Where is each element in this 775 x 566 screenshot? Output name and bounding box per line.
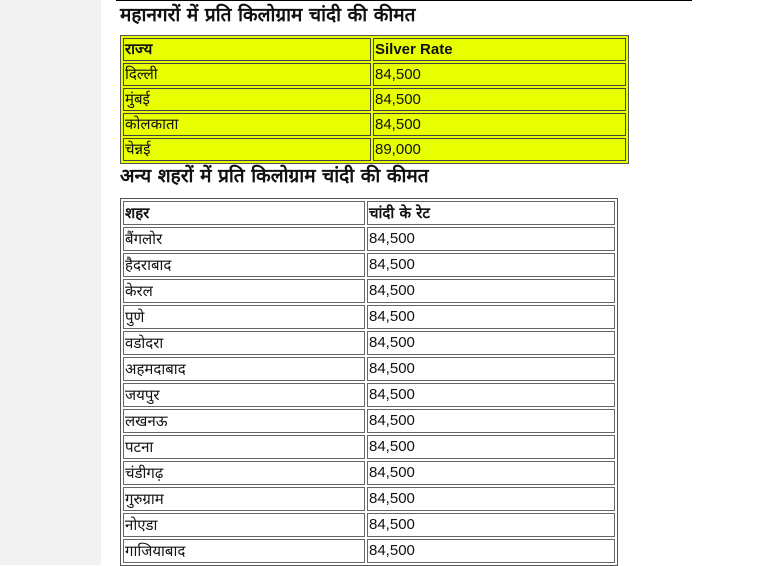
header-cell: राज्य [123,38,371,61]
city-cell: अहमदाबाद [123,357,365,381]
table-row [123,357,615,381]
metro-silver-table [120,35,629,164]
table-row [123,138,626,161]
rate-cell: 84,500 [367,305,615,329]
table-row [123,279,615,303]
city-cell: जयपुर [123,383,365,407]
header-cell: Silver Rate [373,38,626,61]
metro-heading: महानगरों में प्रति किलोग्राम चांदी की कीमत [120,4,416,26]
table-row [123,383,615,407]
city-cell: चेन्नई [123,138,371,161]
table-row [123,253,615,277]
city-cell: लखनऊ [123,409,365,433]
table-row [123,409,615,433]
rate-cell: 84,500 [373,88,626,111]
rate-cell: 84,500 [367,461,615,485]
table-row [123,113,626,136]
rate-cell: 84,500 [367,435,615,459]
city-cell: मुंबई [123,88,371,111]
rate-cell: 84,500 [367,539,615,563]
table-row [123,305,615,329]
table-row [123,461,615,485]
rate-cell: 84,500 [373,63,626,86]
city-cell: चंडीगढ़ [123,461,365,485]
header-cell: चांदी के रेट [367,201,615,225]
rate-cell: 84,500 [367,253,615,277]
city-cell: पटना [123,435,365,459]
rate-cell: 84,500 [367,331,615,355]
rate-cell: 84,500 [367,513,615,537]
city-cell: नोएडा [123,513,365,537]
table-row [123,487,615,511]
rate-cell: 84,500 [373,113,626,136]
table-row [123,227,615,251]
rate-cell: 84,500 [367,383,615,407]
city-cell: पुणे [123,305,365,329]
table-row [123,331,615,355]
table-row [123,435,615,459]
table-header-row [123,38,626,61]
rate-cell: 84,500 [367,357,615,381]
city-cell: वडोदरा [123,331,365,355]
city-cell: गुरुग्राम [123,487,365,511]
rate-cell: 84,500 [367,227,615,251]
city-cell: कोलकाता [123,113,371,136]
table-row [123,88,626,111]
table-row [123,513,615,537]
other-cities-heading-prefix: अन्य शहरों में [120,165,212,187]
rate-cell: 84,500 [367,409,615,433]
top-rule [116,0,692,1]
city-cell: गाजियाबाद [123,539,365,563]
table-row [123,63,626,86]
city-cell: हैदराबाद [123,253,365,277]
rate-cell: 84,500 [367,487,615,511]
rate-cell: 84,500 [367,279,615,303]
city-silver-table [120,198,618,566]
city-cell: दिल्ली [123,63,371,86]
other-cities-heading [120,163,429,189]
city-cell: बैंगलोर [123,227,365,251]
header-cell: शहर [123,201,365,225]
city-cell: केरल [123,279,365,303]
table-row [123,539,615,563]
rate-cell: 89,000 [373,138,626,161]
left-gutter [0,0,101,565]
table-header-row [123,201,615,225]
other-cities-heading-bold: प्रति किलोग्राम चांदी की कीमत [218,165,429,187]
